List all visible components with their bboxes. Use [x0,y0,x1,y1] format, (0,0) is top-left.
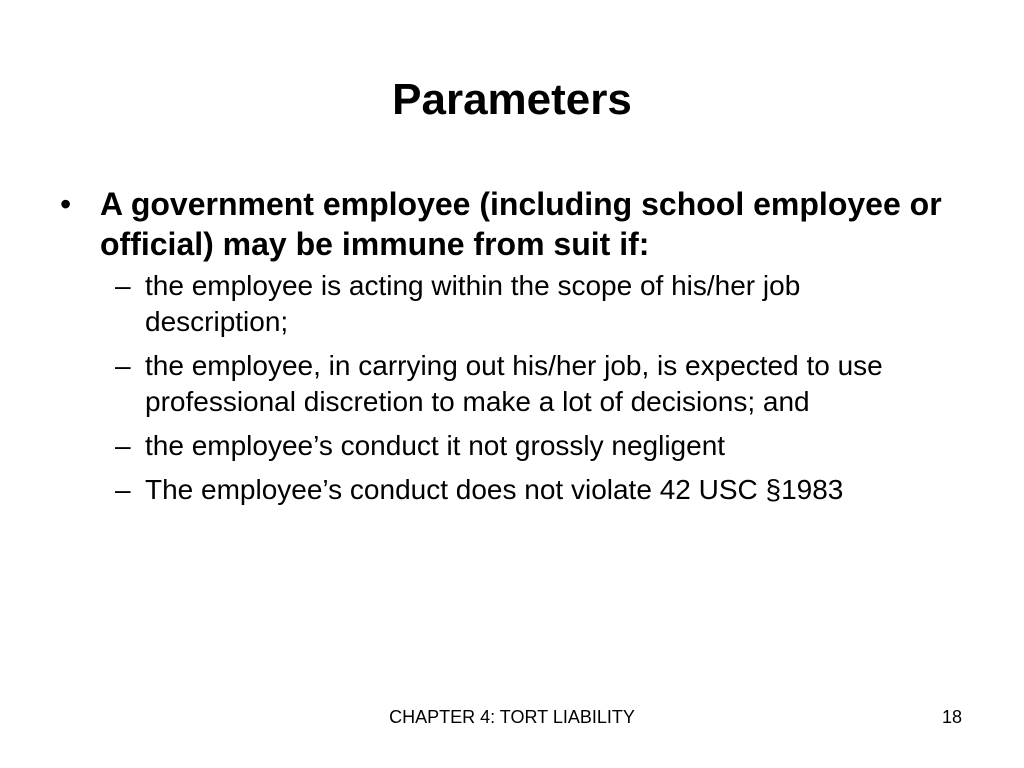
main-bullet [60,184,960,264]
sub-bullet-item [115,472,945,508]
footer-chapter: CHAPTER 4: TORT LIABILITY [389,707,635,727]
bullet-marker: • [60,186,72,222]
sub-bullet-text: the employee, in carrying out his/her job, is expected to use professional discretion to make a lot of decisions; and [145,350,883,417]
dash-marker: – [115,474,131,505]
dash-marker: – [115,430,131,461]
dash-marker: – [115,270,131,301]
sub-bullet-text: the employee’s conduct it not grossly negligent [145,430,726,461]
dash-marker: – [115,350,131,381]
sub-bullet-list [115,268,945,508]
slide-title: Parameters [392,75,632,124]
slide-content [60,184,960,516]
sub-bullet-text: the employee is acting within the scope of his/her job description; [145,270,801,337]
sub-bullet-item [115,428,945,464]
sub-bullet-item [115,268,945,340]
sub-bullet-item [115,348,945,420]
sub-bullet-text: The employee’s conduct does not violate 42 USC §1983 [145,474,844,505]
main-bullet-text: A government employee (including school employee or official) may be immune from suit if: [100,186,942,262]
footer-page-number: 18 [941,707,962,727]
